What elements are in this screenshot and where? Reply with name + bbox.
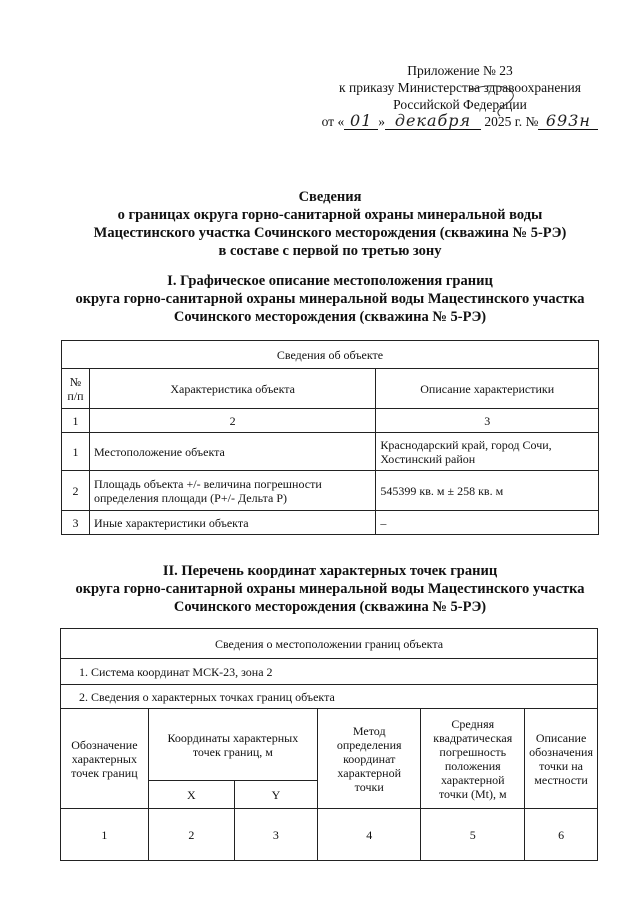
section-1-title bbox=[30, 272, 630, 326]
row-description: 545399 кв. м ± 258 кв. м bbox=[376, 471, 599, 511]
section-2-line-2: округа горно-санитарной охраны минеральной воды Мацестинского участка bbox=[75, 581, 585, 597]
section-2-line-1: II. Перечень координат характерных точек границ bbox=[162, 563, 498, 579]
appendix-number: Приложение № 23 bbox=[407, 63, 513, 78]
table2-numbering-cell: 6 bbox=[525, 809, 598, 861]
table2-numbering-cell: 5 bbox=[421, 809, 525, 861]
row-description: Краснодарский край, город Сочи, Хостинский район bbox=[376, 433, 599, 471]
signature-stroke-icon bbox=[450, 82, 540, 122]
section-1-line-1: I. Графическое описание местоположения границ bbox=[167, 273, 493, 289]
object-info-table bbox=[61, 340, 599, 535]
table1-header-char: Характеристика объекта bbox=[89, 369, 375, 409]
table2-numbering-cell: 4 bbox=[317, 809, 420, 861]
header-y: Y bbox=[234, 781, 317, 809]
header-description: Описание обозначения точки на местности bbox=[525, 709, 598, 809]
appendix-order: к приказу Министерства здравоохранения bbox=[339, 80, 581, 95]
table-row bbox=[62, 471, 599, 511]
table1-numbering-cell: 2 bbox=[89, 409, 375, 433]
row-characteristic: Местоположение объекта bbox=[89, 433, 375, 471]
table2-numbering-cell: 3 bbox=[234, 809, 317, 861]
header-designation: Обозначение характерных точек границ bbox=[61, 709, 149, 809]
section-1-line-2: округа горно-санитарной охраны минеральной воды Мацестинского участка bbox=[75, 291, 585, 307]
appendix-header bbox=[300, 62, 620, 130]
row-number: 2 bbox=[62, 471, 90, 511]
points-caption: 2. Сведения о характерных точках границ объекта bbox=[61, 685, 598, 709]
table1-numbering-cell: 3 bbox=[376, 409, 599, 433]
section-2-line-3: Сочинского месторождения (скважина № 5-РЭ) bbox=[173, 599, 487, 615]
table2-numbering-cell: 2 bbox=[148, 809, 234, 861]
section-1-line-3: Сочинского месторождения (скважина № 5-РЭ) bbox=[173, 309, 487, 325]
row-number: 1 bbox=[62, 433, 90, 471]
row-number: 3 bbox=[62, 511, 90, 535]
appendix-ministry: Российской Федерации bbox=[393, 97, 527, 112]
table1-caption: Сведения об объекте bbox=[62, 341, 599, 369]
title-line-3: Мацестинского участка Сочинского месторождения (скважина № 5-РЭ) bbox=[93, 225, 567, 241]
table2-numbering-cell: 1 bbox=[61, 809, 149, 861]
row-characteristic: Площадь объекта +/- величина погрешности определения площади (Р+/- Дельта Р) bbox=[89, 471, 375, 511]
date-year: 2025 г. № bbox=[484, 114, 539, 129]
header-coordinates: Координаты характерных точек границ, м bbox=[148, 709, 317, 781]
date-day: 01 bbox=[344, 113, 378, 130]
row-characteristic: Иные характеристики объекта bbox=[89, 511, 375, 535]
date-mid: » bbox=[378, 114, 385, 129]
header-error: Средняя квадратическая погрешность положения характерной точки (Mt), м bbox=[421, 709, 525, 809]
table2-caption: Сведения о местоположении границ объекта bbox=[61, 629, 598, 659]
date-month: декабря bbox=[385, 113, 481, 130]
boundary-points-table bbox=[60, 628, 598, 861]
header-method: Метод определения координат характерной точки bbox=[317, 709, 420, 809]
section-2-title bbox=[30, 562, 630, 616]
order-number: 693н bbox=[538, 113, 598, 130]
title-line-1: Сведения bbox=[298, 189, 362, 205]
table1-header-num: № п/п bbox=[62, 369, 90, 409]
header-x: X bbox=[148, 781, 234, 809]
row-description: – bbox=[376, 511, 599, 535]
title-line-2: о границах округа горно-санитарной охраны минеральной воды bbox=[117, 207, 543, 223]
table-row bbox=[62, 511, 599, 535]
coordinate-system: 1. Система координат МСК-23, зона 2 bbox=[61, 659, 598, 685]
document-title bbox=[40, 188, 620, 260]
title-line-4: в составе с первой по третью зону bbox=[218, 243, 442, 259]
table-row bbox=[62, 433, 599, 471]
table1-numbering-cell: 1 bbox=[62, 409, 90, 433]
table1-header-desc: Описание характеристики bbox=[376, 369, 599, 409]
date-prefix: от « bbox=[321, 114, 345, 129]
